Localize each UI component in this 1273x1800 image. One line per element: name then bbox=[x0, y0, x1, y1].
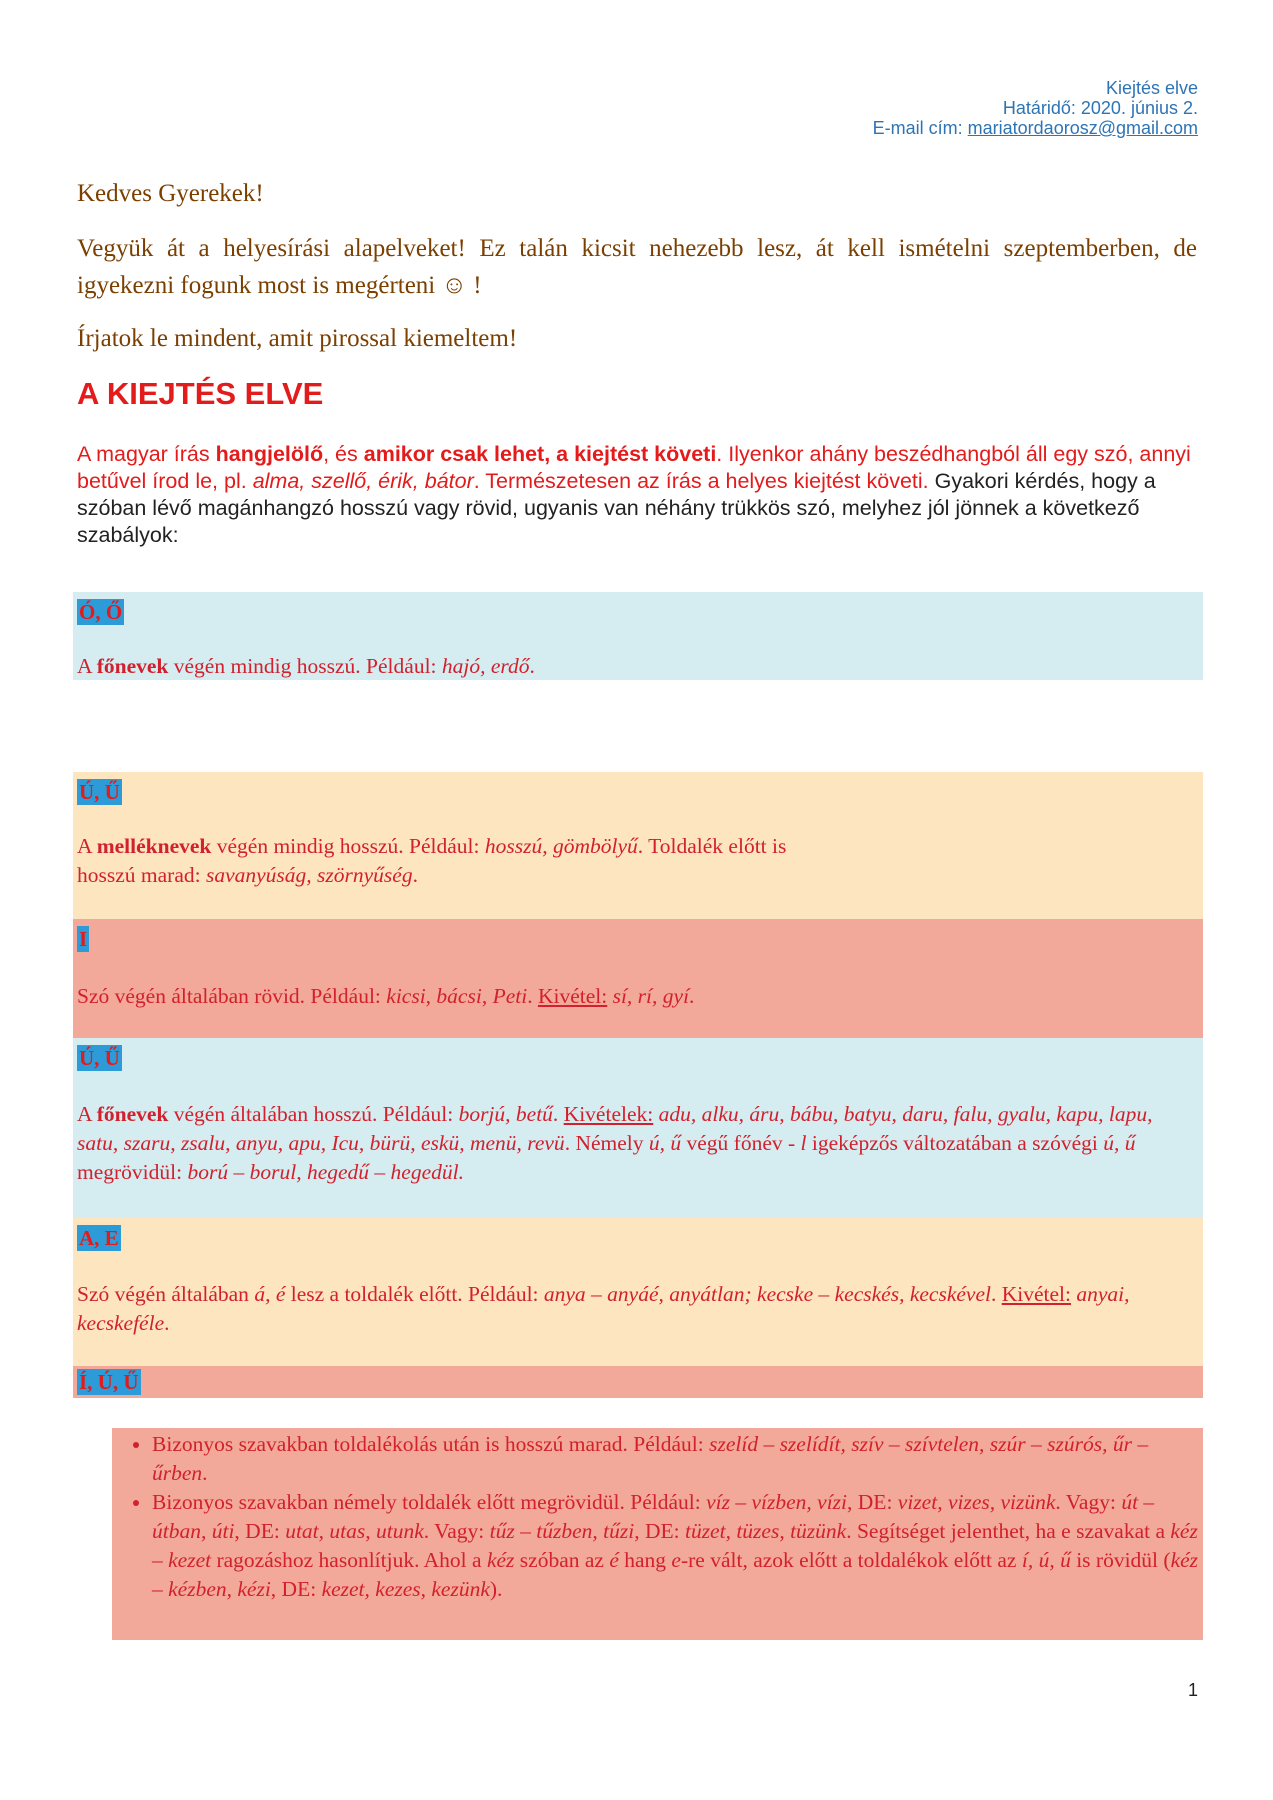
page-number: 1 bbox=[1187, 1680, 1198, 1700]
intro-paragraph: Vegyük át a helyesírási alapelveket! Ez talán kicsit nehezebb lesz, át kell ismételni szeptemberben, de igyekezni fogunk most is megérteni ☺ ! bbox=[77, 235, 1197, 299]
rule-box-i-u-u bbox=[73, 1366, 1203, 1398]
email-link[interactable]: mariatordaorosz@gmail.com bbox=[967, 118, 1198, 138]
rule-label: Ú, Ű bbox=[79, 780, 120, 804]
header-email-line bbox=[873, 118, 1198, 138]
page-title: A KIEJTÉS ELVE bbox=[77, 376, 324, 411]
rule-box-i bbox=[73, 919, 1203, 1038]
rule-text: A melléknevek végén mindig hosszú. Például: hosszú, gömbölyű. Toldalék előtt is hosszú marad: savanyúság, szörnyűség. bbox=[77, 834, 787, 887]
instruction-paragraph: Írjatok le mindent, amit pirossal kiemeltem! bbox=[77, 325, 518, 352]
rule-bullet-list bbox=[112, 1430, 1203, 1604]
rule-label: A, E bbox=[79, 1226, 119, 1250]
header-topic: Kiejtés elve bbox=[1105, 78, 1198, 98]
rule-label: Ó, Ő bbox=[79, 600, 123, 624]
email-label: E-mail cím: bbox=[872, 118, 968, 138]
rule-box-o bbox=[73, 592, 1203, 680]
rule-text: A főnevek végén általában hosszú. Például: borjú, betű. Kivételek: adu, alku, áru, bábu, batyu, daru, falu, gyalu, kapu, lapu, satu, szaru, zsalu, anyu, apu, Icu, bürü, eskü, menü, revü. Némely ú, ű végű főnév - l igeképzős változatában a szóvégi ú, ű megrövidül: ború – borul, hegedű – hegedül. bbox=[77, 1102, 1153, 1184]
rule-box-a-e bbox=[73, 1218, 1203, 1366]
header-deadline: Határidő: 2020. június 2. bbox=[1002, 98, 1198, 118]
list-item: • Bizonyos szavakban toldalékolás után is hosszú marad. Például: szelíd – szelídít, szív – szívtelen, szúr – szúrós, űr – űrben. bbox=[152, 1430, 1203, 1488]
rule-label: I bbox=[79, 927, 88, 951]
document-header bbox=[873, 78, 1198, 138]
rule-label: Í, Ú, Ű bbox=[79, 1370, 139, 1394]
list-item: • Bizonyos szavakban némely toldalék előtt megrövidül. Például: víz – vízben, vízi, DE: vizet, vizes, vizünk. Vagy: út – útban, úti, DE: utat, utas, utunk. Vagy: tűz – tűzben, tűzi, DE: tüzet, tüzes, tüzünk. Segítséget jelenthet, ha e szavakat a kéz – kezet ragozáshoz hasonlítjuk. Ahol a kéz szóban az é hang e-re vált, azok előtt a toldalékok előtt az í, ú, ű is rövidül (kéz – kézben, kézi, DE: kezet, kezes, kezünk). bbox=[152, 1488, 1203, 1604]
rule-box-u-adjectives bbox=[73, 772, 1203, 919]
rule-text: A főnevek végén mindig hosszú. Például: hajó, erdő. bbox=[77, 654, 535, 678]
rule-box-u-nouns bbox=[73, 1038, 1203, 1218]
greeting: Kedves Gyerekek! bbox=[77, 180, 264, 207]
rule-text: Szó végén általában rövid. Például: kicsi, bácsi, Peti. Kivétel: sí, rí, gyí. bbox=[77, 984, 695, 1008]
rule-list-box bbox=[112, 1428, 1203, 1640]
rule-label: Ú, Ű bbox=[79, 1046, 120, 1070]
rule-text: Szó végén általában á, é lesz a toldalék előtt. Például: anya – anyáé, anyátlan; kecske – kecskés, kecskével. Kivétel: anyai, kecskeféle. bbox=[77, 1282, 1130, 1335]
lead-paragraph: A magyar írás hangjelölő, és amikor csak lehet, a kiejtést követi. Ilyenkor ahány beszédhangból áll egy szó, annyi betűvel írod le, pl. alma, szellő, érik, bátor. Természetesen az írás a helyes kiejtést követi. Gyakori kérdés, hogy a szóban lévő magánhangzó hosszú vagy rövid, ugyanis van néhány trükkös szó, melyhez jól jönnek a következő szabályok: bbox=[77, 442, 1191, 547]
